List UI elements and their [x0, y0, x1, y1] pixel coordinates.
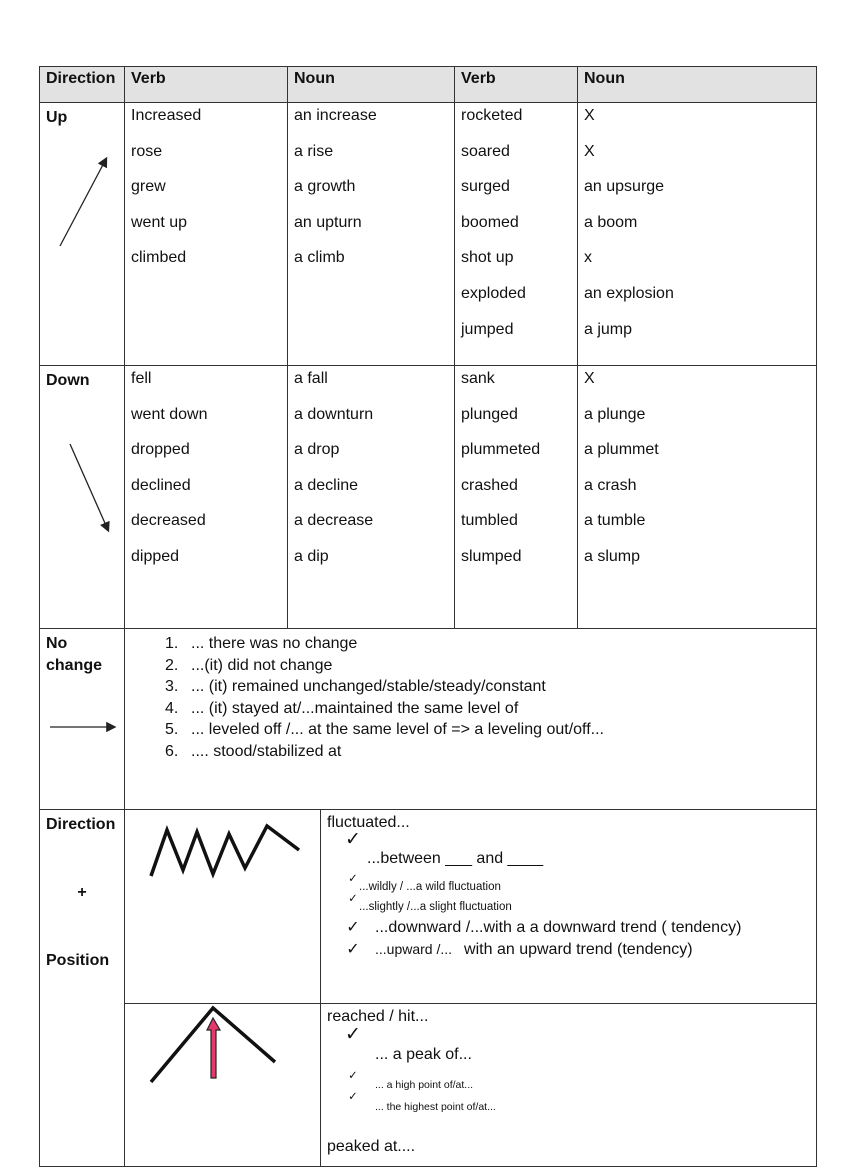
verb-item: slumped — [461, 547, 522, 565]
list-text: .... stood/stabilized at — [191, 742, 342, 760]
verb-item: rocketed — [461, 107, 523, 124]
up-nouns-1 — [288, 103, 455, 366]
noun-item: a boom — [584, 213, 638, 231]
wildly-text: ...wildly / ...a wild fluctuation — [359, 881, 501, 893]
peak-arrow-icon — [147, 1004, 307, 1094]
down-verbs-2 — [455, 366, 578, 629]
reached-row — [40, 1004, 817, 1167]
check-icon: ✓ — [345, 829, 361, 850]
header-noun-2: Noun — [578, 67, 817, 103]
down-direction-cell — [40, 366, 125, 629]
verb-item: climbed — [131, 249, 187, 267]
verb-item: plummeted — [461, 441, 541, 459]
no-change-item — [131, 698, 810, 720]
trend-vocabulary-table — [39, 66, 817, 810]
noun-item: an upturn — [294, 213, 362, 231]
check-icon: ✓ — [346, 919, 360, 936]
verb-item: boomed — [461, 213, 519, 231]
no-change-item — [131, 633, 810, 655]
verb-item: surged — [461, 178, 510, 196]
peak-up-arrow — [207, 1018, 220, 1078]
verb-item: jumped — [461, 320, 514, 338]
direction-position-cell — [40, 810, 125, 1167]
no-change-label-line2: change — [46, 657, 103, 674]
up-verbs-1 — [125, 103, 288, 366]
verb-item: dipped — [131, 547, 180, 565]
check-icon: ✓ — [345, 1024, 361, 1045]
peaked-text: peaked at.... — [327, 1138, 416, 1155]
no-change-direction-cell — [40, 629, 125, 810]
list-text: ... (it) remained unchanged/stable/steady/constant — [191, 678, 546, 695]
position-label: Position — [46, 952, 110, 969]
header-verb-1: Verb — [125, 67, 288, 103]
verb-item: decreased — [131, 512, 206, 530]
noun-item: a crash — [584, 476, 637, 494]
list-text: ... there was no change — [191, 635, 358, 652]
list-text: ... leveled off /... at the same level of => a leveling out/off... — [191, 721, 604, 738]
right-arrow-icon — [48, 719, 123, 735]
noun-item: a plunge — [584, 405, 646, 423]
upward-text-a: ...upward /... — [375, 941, 453, 957]
up-nouns-2 — [578, 103, 817, 366]
noun-item: a plummet — [584, 441, 659, 459]
no-change-label-line1: No — [46, 635, 68, 652]
noun-item: a downturn — [294, 405, 374, 423]
no-change-item — [131, 655, 810, 677]
list-text: ...(it) did not change — [191, 656, 333, 674]
list-number: 1. — [165, 635, 179, 652]
check-icon: ✓ — [346, 941, 360, 958]
no-change-phrases-cell — [125, 629, 817, 810]
slightly-text: ...slightly /...a slight fluctuation — [359, 901, 512, 913]
noun-item: a drop — [294, 441, 340, 459]
check-icon: ✓ — [348, 873, 358, 885]
noun-item: an increase — [294, 107, 377, 124]
verb-item: went down — [131, 405, 208, 423]
upward-text-b: with an upward trend (tendency) — [464, 941, 693, 958]
down-nouns-2 — [578, 366, 817, 629]
noun-item: a decline — [294, 476, 359, 494]
plus-label: + — [77, 884, 87, 901]
up-arrow-icon — [54, 151, 124, 261]
down-label: Down — [46, 372, 90, 389]
down-arrow-icon — [60, 438, 130, 548]
header-direction: Direction — [40, 67, 125, 103]
noun-item: X — [584, 142, 595, 160]
check-icon: ✓ — [348, 1070, 358, 1082]
noun-item: x — [584, 249, 592, 267]
verb-item: fell — [131, 370, 152, 387]
reached-heading: reached / hit... — [327, 1008, 429, 1025]
down-row — [40, 366, 817, 629]
up-verbs-2 — [455, 103, 578, 366]
peak-text: ... a peak of... — [375, 1046, 472, 1063]
noun-item: a growth — [294, 178, 356, 196]
down-nouns-1 — [288, 366, 455, 629]
noun-item: X — [584, 370, 595, 387]
header-verb-2: Verb — [455, 67, 578, 103]
no-change-item — [131, 676, 810, 698]
list-number: 3. — [165, 678, 179, 695]
direction-label: Direction — [46, 816, 116, 833]
list-number: 4. — [165, 699, 179, 717]
no-change-list — [131, 631, 810, 762]
verb-item: dropped — [131, 441, 190, 459]
noun-item: a climb — [294, 249, 345, 267]
up-row — [40, 103, 817, 366]
noun-item: a dip — [294, 547, 329, 565]
direction-position-table — [39, 810, 817, 1167]
verb-item: went up — [131, 213, 188, 231]
verb-item: tumbled — [461, 512, 518, 530]
downward-text: ...downward /...with a a downward trend ( tendency) — [375, 919, 742, 936]
verb-item: sank — [461, 370, 495, 387]
list-number: 5. — [165, 721, 179, 738]
check-icon: ✓ — [348, 1091, 358, 1103]
verb-item: rose — [131, 142, 163, 160]
between-text: ...between ___ and ____ — [367, 850, 544, 867]
verb-item: Increased — [131, 107, 202, 124]
noun-item: a tumble — [584, 512, 646, 530]
noun-item: a rise — [294, 142, 334, 160]
noun-item: X — [584, 107, 595, 124]
list-number: 2. — [165, 656, 179, 674]
list-text: ... (it) stayed at/...maintained the same level of — [191, 699, 519, 717]
header-row — [40, 67, 817, 103]
peak-image-cell — [125, 1004, 321, 1167]
check-icon: ✓ — [348, 893, 358, 905]
noun-item: a jump — [584, 320, 633, 338]
verb-item: soared — [461, 142, 510, 160]
verb-item: crashed — [461, 476, 518, 494]
noun-item: a decrease — [294, 512, 374, 530]
no-change-item — [131, 741, 810, 763]
list-number: 6. — [165, 742, 179, 760]
highest-point-text: ... the highest point of/at... — [375, 1101, 496, 1113]
down-verbs-1 — [125, 366, 288, 629]
high-point-text: ... a high point of/at... — [375, 1079, 474, 1091]
no-change-row — [40, 629, 817, 810]
header-noun-1: Noun — [288, 67, 455, 103]
verb-item: shot up — [461, 249, 514, 267]
verb-item: declined — [131, 476, 191, 494]
noun-item: a slump — [584, 547, 641, 565]
verb-item: grew — [131, 178, 166, 196]
fluctuated-cell — [321, 810, 817, 1004]
verb-item: plunged — [461, 405, 518, 423]
zigzag-image-cell — [125, 810, 321, 1004]
verb-item: exploded — [461, 284, 526, 302]
noun-item: a fall — [294, 370, 328, 387]
noun-item: an explosion — [584, 284, 674, 302]
up-direction-cell — [40, 103, 125, 366]
vocabulary-table-document — [39, 66, 816, 1167]
reached-cell — [321, 1004, 817, 1167]
zigzag-fluctuation-icon — [149, 820, 309, 880]
noun-item: an upsurge — [584, 178, 665, 196]
fluctuated-row — [40, 810, 817, 1004]
up-label: Up — [46, 109, 68, 126]
fluctuated-heading: fluctuated... — [327, 814, 410, 831]
no-change-item — [131, 719, 810, 741]
